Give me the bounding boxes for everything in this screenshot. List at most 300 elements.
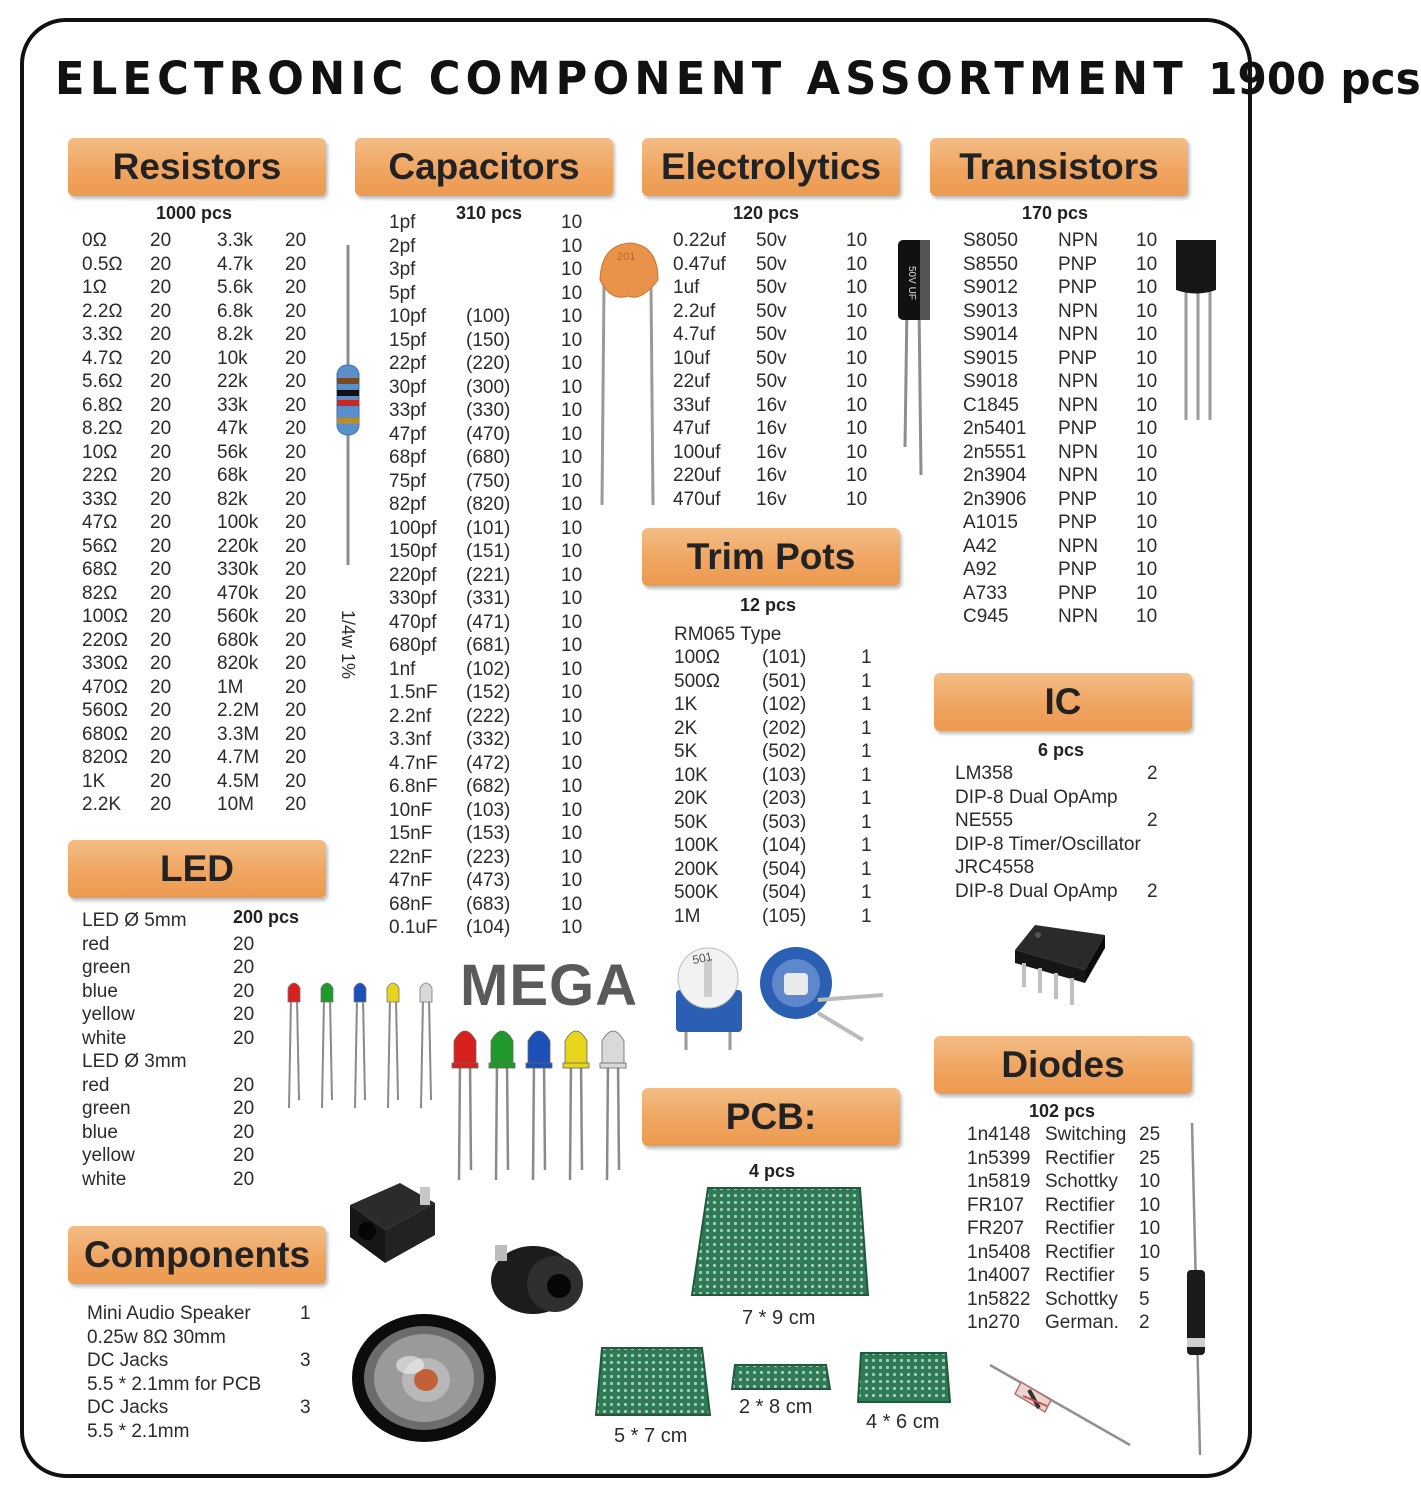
- transistor-part: 2n5551: [963, 441, 1027, 463]
- transistor-icon: [1170, 235, 1226, 425]
- capacitor-value: 68nF: [389, 893, 433, 915]
- pcb-2x8-icon: [730, 1362, 832, 1392]
- capacitor-value: 1.5nF: [389, 682, 438, 703]
- resistor-qty: 20: [150, 747, 172, 768]
- capacitor-qty: 10: [561, 212, 583, 233]
- ic-count: 6 pcs: [1038, 740, 1085, 760]
- capacitor-value: 33pf: [389, 400, 426, 421]
- electrolytic-qty: 10: [846, 371, 868, 392]
- electrolytic-voltage: 50v: [756, 324, 787, 345]
- ic-qty: [1147, 856, 1158, 880]
- capacitor-qty: 10: [561, 823, 583, 844]
- led-qty: 20: [233, 1074, 255, 1096]
- capacitor-qty: 10: [561, 517, 583, 539]
- electrolytic-value: 47uf: [673, 418, 710, 439]
- ic-lines: [955, 762, 1141, 903]
- speaker-icon: [350, 1310, 500, 1445]
- capacitor-value: 150pf: [389, 541, 437, 562]
- resistor-qty: 20: [285, 465, 307, 486]
- resistor-value: 100Ω: [82, 606, 128, 627]
- component-line: Mini Audio Speaker: [87, 1303, 251, 1324]
- trimpot-qty: 1: [861, 764, 872, 786]
- resistor-value: 2.2K: [82, 794, 122, 815]
- trimpot-qty: 1: [861, 858, 872, 880]
- diode-qty: 25: [1139, 1124, 1161, 1145]
- capacitor-value: 30pf: [389, 376, 426, 398]
- transistor-qty: 10: [1136, 371, 1158, 392]
- capacitor-value: 2pf: [389, 235, 416, 257]
- capacitor-qty: 10: [561, 635, 583, 656]
- resistor-qty: 20: [150, 277, 172, 298]
- ic-line: DIP-8 Timer/Oscillator: [955, 833, 1141, 855]
- resistor-value: 22k: [217, 371, 248, 392]
- diode-part: 1n4007: [967, 1265, 1031, 1286]
- title-text: ELECTRONIC COMPONENT ASSORTMENT: [55, 52, 1188, 105]
- led-line: blue: [82, 1121, 118, 1143]
- resistor-value: 2.2Ω: [82, 300, 123, 322]
- resistor-qty: 20: [285, 770, 307, 792]
- resistor-values-col1: [82, 229, 128, 817]
- diode-qty: 10: [1139, 1241, 1161, 1263]
- transistor-qty: 10: [1136, 488, 1158, 510]
- diode-part: FR107: [967, 1194, 1025, 1216]
- resistor-value: 820k: [217, 653, 259, 674]
- trimpot-code: (503): [762, 811, 807, 833]
- pcb-4x6-icon: [856, 1350, 952, 1405]
- resistor-value: 56k: [217, 441, 248, 463]
- trimpot-code: (102): [762, 694, 807, 715]
- transistor-qty: [1136, 229, 1157, 629]
- led-5mm-icon: [489, 1031, 515, 1180]
- component-line: DC Jacks: [87, 1397, 169, 1418]
- led-line: LED Ø 3mm: [82, 1051, 187, 1072]
- capacitor-values: [389, 211, 438, 940]
- resistor-qty: 20: [150, 465, 172, 486]
- electrolytic-values: [673, 229, 726, 511]
- trimpot-value: 50K: [674, 811, 708, 833]
- trimpot-values: [674, 646, 720, 928]
- component-qty: [300, 1373, 311, 1397]
- trimpot-code: (104): [762, 835, 807, 856]
- transistor-type: PNP: [1058, 347, 1098, 369]
- led-line: green: [82, 957, 131, 978]
- trimpot-code: (101): [762, 647, 807, 668]
- diode-part: 1n5399: [967, 1147, 1031, 1169]
- electrolytic-qty: 10: [846, 324, 868, 345]
- trimpot-code: (501): [762, 670, 807, 692]
- transistor-type: NPN: [1058, 394, 1099, 416]
- resistor-value: 5.6Ω: [82, 371, 123, 392]
- electrolytic-value: 10uf: [673, 347, 710, 369]
- capacitor-qty: 10: [561, 494, 583, 515]
- trimpot-qty: 1: [861, 811, 872, 833]
- led-qty: [233, 909, 254, 933]
- resistor-qty: 20: [285, 347, 307, 369]
- transistor-qty: 10: [1136, 300, 1158, 322]
- trimpot-qty: 1: [861, 788, 872, 809]
- diode-part: 1n4148: [967, 1124, 1031, 1145]
- led-line: green: [82, 1098, 131, 1119]
- led-heading: LED: [68, 840, 326, 898]
- component-qty: [300, 1420, 311, 1444]
- resistor-qty: 20: [285, 394, 307, 416]
- capacitor-code: (150): [466, 329, 511, 351]
- resistor-value: 820Ω: [82, 747, 128, 768]
- electrolytic-value: 0.22uf: [673, 230, 726, 251]
- transistor-part: A42: [963, 535, 997, 557]
- trimpot-value: 500Ω: [674, 670, 720, 692]
- resistors-heading: Resistors: [68, 138, 326, 196]
- resistor-value: 3.3Ω: [82, 324, 123, 345]
- electrolytic-voltage: 50v: [756, 300, 787, 322]
- electrolytic-qty: 10: [846, 465, 868, 486]
- capacitor-code: (330): [466, 400, 511, 421]
- resistor-values-col2: [217, 229, 259, 817]
- capacitor-code: (683): [466, 893, 511, 915]
- diode-type: German.: [1045, 1312, 1119, 1333]
- capacitor-qty: 10: [561, 376, 583, 398]
- resistor-value: 680Ω: [82, 723, 128, 745]
- led-qty: 20: [233, 1145, 255, 1166]
- trimpot-value: 100K: [674, 835, 719, 856]
- resistor-value: 5.6k: [217, 277, 253, 298]
- capacitor-code: (471): [466, 611, 511, 633]
- resistor-value: 680k: [217, 629, 259, 651]
- led-3mm-icon: [387, 983, 399, 1108]
- transistor-type: PNP: [1058, 512, 1098, 533]
- capacitor-qty: 10: [561, 752, 583, 774]
- transistor-type: PNP: [1058, 559, 1098, 580]
- capacitor-code: (682): [466, 776, 511, 797]
- trimpot-code: (203): [762, 788, 807, 809]
- transistor-part: S8050: [963, 230, 1018, 251]
- component-qty: [300, 1326, 311, 1350]
- resistor-value: 0.5Ω: [82, 253, 123, 275]
- electrolytic-value: 220uf: [673, 465, 721, 486]
- electrolytic-voltage: 16v: [756, 465, 787, 486]
- resistor-qty: 20: [285, 629, 307, 651]
- trimpot-value: 500K: [674, 882, 719, 903]
- capacitor-qty: 10: [561, 329, 583, 351]
- trimpot-code: (504): [762, 858, 807, 880]
- rectifier-diode-icon: [1180, 1120, 1210, 1460]
- resistor-qty: 20: [285, 512, 307, 533]
- resistor-value: 3.3M: [217, 723, 260, 745]
- resistor-value: 470k: [217, 582, 259, 604]
- diode-part: 1n270: [967, 1312, 1020, 1333]
- component-qty: 3: [300, 1350, 311, 1371]
- ic-qty: 2: [1147, 880, 1158, 902]
- diode-qty: 25: [1139, 1147, 1161, 1169]
- capacitor-value: 10nF: [389, 799, 433, 821]
- capacitor-value: 1pf: [389, 212, 416, 233]
- transistor-part: 2n3906: [963, 488, 1027, 510]
- resistor-qty: 20: [285, 653, 307, 674]
- trimpot-qty: 1: [861, 882, 872, 903]
- resistor-value: 10k: [217, 347, 248, 369]
- capacitor-code: (681): [466, 635, 511, 656]
- resistor-value: 220Ω: [82, 629, 128, 651]
- electrolytic-qty: 10: [846, 230, 868, 251]
- trimpots-type: RM065 Type: [674, 624, 782, 645]
- capacitor-qty: 10: [561, 400, 583, 421]
- resistor-qty: 20: [285, 418, 307, 439]
- capacitor-qty: 10: [561, 846, 583, 868]
- capacitor-qty: 10: [561, 259, 583, 280]
- transistor-part: S8550: [963, 253, 1018, 275]
- led-5mm-icon: [526, 1031, 552, 1180]
- resistor-qty: 20: [150, 371, 172, 392]
- resistor-value: 8.2k: [217, 324, 253, 345]
- electrolytic-voltage: 50v: [756, 347, 787, 369]
- resistor-value: 560Ω: [82, 700, 128, 721]
- resistor-value: 33Ω: [82, 488, 118, 510]
- capacitor-qty: 10: [561, 917, 583, 938]
- resistor-qty: 20: [150, 230, 172, 251]
- capacitor-codes: [466, 211, 510, 940]
- transistor-parts: [963, 229, 1026, 629]
- electrolytic-value: 33uf: [673, 394, 710, 416]
- resistor-value: 33k: [217, 394, 248, 416]
- diode-type: Schottky: [1045, 1288, 1118, 1310]
- diode-qty: 10: [1139, 1218, 1161, 1239]
- resistors-count: 1000 pcs: [156, 203, 233, 223]
- transistor-part: C1845: [963, 394, 1019, 416]
- diode-type: Rectifier: [1045, 1218, 1115, 1239]
- electrolytic-voltage: 50v: [756, 371, 787, 392]
- resistor-qty: 20: [150, 535, 172, 557]
- led-line: yellow: [82, 1004, 135, 1025]
- resistor-qty: 20: [285, 277, 307, 298]
- transistor-qty: 10: [1136, 559, 1158, 580]
- diode-types: [1045, 1123, 1126, 1335]
- led-3mm-icon: [420, 983, 432, 1108]
- resistor-value: 47Ω: [82, 512, 118, 533]
- capacitor-code: (820): [466, 494, 511, 515]
- capacitor-value: 330pf: [389, 588, 437, 609]
- resistor-value: 22Ω: [82, 465, 118, 486]
- capacitor-code: [466, 282, 510, 306]
- capacitor-code: (152): [466, 682, 511, 703]
- led-qty: 20: [233, 1098, 255, 1119]
- resistor-qty: 20: [150, 559, 172, 580]
- transistor-qty: 10: [1136, 347, 1158, 369]
- diodes-heading: Diodes: [934, 1036, 1192, 1094]
- capacitor-code: (332): [466, 729, 511, 750]
- capacitor-value: 0.1uF: [389, 917, 438, 938]
- resistor-qty: 20: [285, 253, 307, 275]
- electrolytic-voltage: 50v: [756, 277, 787, 298]
- resistor-qty: 20: [285, 230, 307, 251]
- electrolytic-qty: 10: [846, 300, 868, 322]
- capacitor-code: (101): [466, 517, 511, 539]
- electrolytic-voltage: 16v: [756, 488, 787, 510]
- electrolytic-value: 100uf: [673, 441, 721, 463]
- transistor-qty: 10: [1136, 230, 1158, 251]
- transistor-type: NPN: [1058, 300, 1099, 322]
- resistor-qty: 20: [150, 512, 172, 533]
- capacitor-code: (750): [466, 470, 511, 492]
- capacitor-code: (221): [466, 564, 511, 586]
- capacitor-code: [466, 211, 510, 235]
- pcb-size-7x9: 7 * 9 cm: [742, 1307, 816, 1329]
- resistor-qty: 20: [285, 324, 307, 345]
- transistor-qty: 10: [1136, 535, 1158, 557]
- resistor-value: 220k: [217, 535, 259, 557]
- transistor-part: A92: [963, 559, 997, 580]
- transistor-qty: 10: [1136, 253, 1158, 275]
- trimpot-label: 501: [691, 949, 714, 968]
- led-qty: 20: [233, 1004, 255, 1025]
- trimpot-qty: 1: [861, 717, 872, 739]
- resistor-qty: 20: [285, 371, 307, 392]
- diodes-count: 102 pcs: [1029, 1101, 1096, 1121]
- led-line: LED Ø 5mm: [82, 910, 187, 931]
- electrolytic-capacitor-icon: [893, 235, 939, 480]
- led-qty: 20: [233, 980, 255, 1002]
- diode-qty: 10: [1139, 1171, 1161, 1192]
- electrolytic-qty: 10: [846, 418, 868, 439]
- capacitor-code: (470): [466, 423, 511, 445]
- transistor-qty: 10: [1136, 512, 1158, 533]
- capacitor-code: (100): [466, 306, 511, 327]
- components-heading: Components: [68, 1226, 326, 1284]
- ic-line: DIP-8 Dual OpAmp: [955, 880, 1118, 902]
- capacitor-qty: 10: [561, 470, 583, 492]
- led-line: white: [82, 1168, 127, 1190]
- capacitor-qty: 10: [561, 799, 583, 821]
- transistor-qty: 10: [1136, 465, 1158, 486]
- led-5mm-icon: [563, 1031, 589, 1180]
- trimpots-count: 12 pcs: [740, 595, 797, 615]
- resistor-value: 68Ω: [82, 559, 118, 580]
- transistor-part: S9018: [963, 371, 1018, 392]
- electrolytic-qty: 10: [846, 394, 868, 416]
- trimpot-qty: 1: [861, 647, 872, 668]
- capacitor-qty: 10: [561, 306, 583, 327]
- resistor-spec: 1/4w 1%: [338, 610, 358, 680]
- capacitor-code: (331): [466, 588, 511, 609]
- electrolytic-voltage: 50v: [756, 253, 787, 275]
- components-lines: [87, 1302, 261, 1443]
- resistor-value: 1K: [82, 770, 106, 792]
- resistor-qty: 20: [150, 606, 172, 627]
- capacitor-code: (104): [466, 917, 511, 938]
- resistor-value: 4.7k: [217, 253, 253, 275]
- capacitor-code: (680): [466, 447, 511, 468]
- title-qty: 1900 pcs: [1208, 54, 1421, 105]
- capacitor-code: (153): [466, 823, 511, 844]
- electrolytic-qty: 10: [846, 347, 868, 369]
- transistor-type: PNP: [1058, 488, 1098, 510]
- capacitor-code: (151): [466, 541, 511, 562]
- resistor-value: 6.8Ω: [82, 394, 123, 416]
- capacitor-value: 75pf: [389, 470, 426, 492]
- resistor-qty: 20: [150, 324, 172, 345]
- trimpot-qty: [861, 646, 872, 928]
- trimpot-code: (502): [762, 741, 807, 762]
- trimpot-qty: 1: [861, 670, 872, 692]
- diode-qty: 5: [1139, 1265, 1150, 1286]
- ic-heading: IC: [934, 673, 1192, 731]
- resistor-qty: 20: [150, 394, 172, 416]
- capacitor-value: 15nF: [389, 823, 433, 844]
- capacitor-qty: 10: [561, 353, 583, 374]
- led-3mm-icons: [280, 980, 440, 1115]
- trimpot-qty: 1: [861, 835, 872, 856]
- trimpot-value: 2K: [674, 717, 698, 739]
- trimpot-value: 1K: [674, 694, 698, 715]
- main-title: [55, 52, 1421, 112]
- capacitor-code: (472): [466, 752, 511, 774]
- pcb-count: 4 pcs: [749, 1161, 796, 1181]
- transistor-qty: 10: [1136, 418, 1158, 439]
- transistor-type: PNP: [1058, 253, 1098, 275]
- transistor-type: PNP: [1058, 277, 1098, 298]
- electrolytic-qty: 10: [846, 277, 868, 298]
- resistor-qty: 20: [150, 582, 172, 604]
- trimpot-code: (504): [762, 882, 807, 903]
- component-line: 5.5 * 2.1mm: [87, 1420, 190, 1442]
- diode-qty: 10: [1139, 1194, 1161, 1216]
- pcb-size-4x6: 4 * 6 cm: [866, 1411, 940, 1433]
- resistor-qty: 20: [285, 441, 307, 463]
- transistor-part: S9015: [963, 347, 1018, 369]
- capacitor-qty: 10: [561, 423, 583, 445]
- led-qty: 20: [233, 957, 255, 978]
- capacitor-qty: [561, 211, 582, 940]
- capacitor-qty: 10: [561, 541, 583, 562]
- led-qty: 20: [233, 1027, 255, 1049]
- electrolytic-voltage: 16v: [756, 441, 787, 463]
- trimpot-value: 5K: [674, 741, 698, 762]
- transistors-heading: Transistors: [930, 138, 1188, 196]
- glass-diode-icon: [985, 1360, 1135, 1450]
- resistor-value: 100k: [217, 512, 259, 533]
- electrolytic-value: 2.2uf: [673, 300, 716, 322]
- resistor-value: 470Ω: [82, 676, 128, 698]
- transistor-part: S9012: [963, 277, 1018, 298]
- components-qty: [300, 1302, 311, 1443]
- trimpot-qty: 1: [861, 741, 872, 762]
- capacitor-qty: 10: [561, 282, 583, 304]
- ic-chip-icon: [1010, 915, 1110, 1010]
- resistor-qty: 20: [150, 653, 172, 674]
- resistor-qty: 20: [285, 559, 307, 580]
- diode-type: Schottky: [1045, 1171, 1118, 1192]
- transistors-count: 170 pcs: [1022, 203, 1089, 223]
- electrolytic-qty: 10: [846, 253, 868, 275]
- resistor-qty: 20: [285, 582, 307, 604]
- resistor-qty: 20: [150, 488, 172, 510]
- resistor-value: 330Ω: [82, 653, 128, 674]
- ic-line: NE555: [955, 810, 1014, 831]
- resistor-value: 4.7Ω: [82, 347, 123, 369]
- transistor-type: NPN: [1058, 535, 1099, 557]
- trimpot-value: 100Ω: [674, 647, 720, 668]
- electrolytic-label: 50V UF: [906, 266, 917, 300]
- resistor-value: 3.3k: [217, 230, 253, 251]
- capacitor-value: 68pf: [389, 447, 426, 468]
- transistor-type: NPN: [1058, 230, 1099, 251]
- diode-qty: [1139, 1123, 1160, 1335]
- component-qty: 3: [300, 1397, 311, 1418]
- electrolytic-value: 1uf: [673, 277, 700, 298]
- resistor-value: 56Ω: [82, 535, 118, 557]
- capacitor-value: 1nf: [389, 658, 416, 680]
- capacitor-code: (220): [466, 353, 511, 374]
- diode-qty: 2: [1139, 1312, 1150, 1333]
